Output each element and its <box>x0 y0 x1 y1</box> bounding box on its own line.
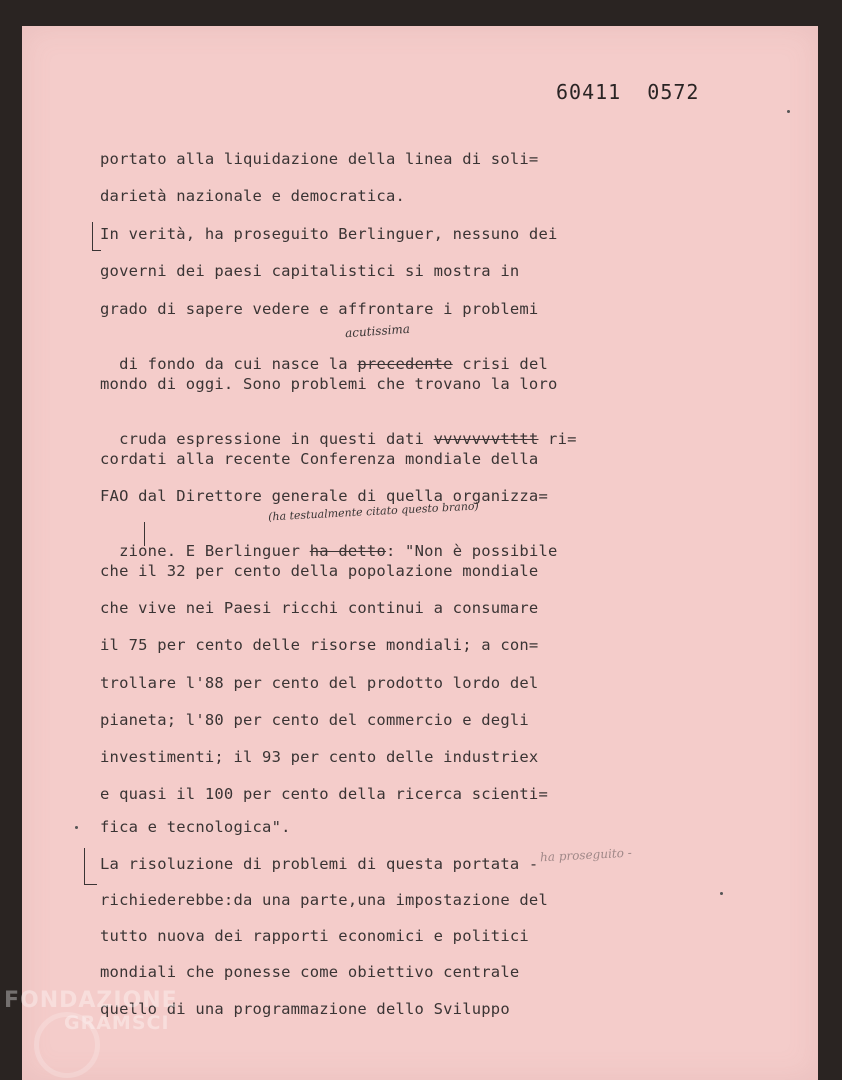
text-segment: zione. E Berlinguer <box>119 542 310 560</box>
struck-word: precedente <box>357 355 453 373</box>
text-line: trollare l'88 per cento del prodotto lordo del <box>100 674 539 692</box>
paragraph-mark <box>84 848 97 885</box>
speck <box>720 892 723 895</box>
text-line: richiederebbe:da una parte,una impostazione del <box>100 891 548 909</box>
text-segment: di fondo da cui nasce la <box>119 355 358 373</box>
speck <box>787 110 790 113</box>
text-segment: cruda espressione in questi dati <box>119 430 434 448</box>
text-line: fica e tecnologica". <box>100 818 291 836</box>
text-line: portato alla liquidazione della linea di soli= <box>100 150 539 168</box>
handwritten-insert: acutissima <box>344 321 411 341</box>
text-line: investimenti; il 93 per cento delle industriex <box>100 748 539 766</box>
document-number: 60411 0572 <box>556 80 700 104</box>
text-line: governi dei paesi capitalistici si mostra in <box>100 262 520 280</box>
handwritten-margin-note: ha proseguito - <box>539 845 633 865</box>
text-line: che vive nei Paesi ricchi continui a consumare <box>100 599 539 617</box>
text-line: grado di sapere vedere e affrontare i problemi <box>100 300 539 318</box>
text-line: tutto nuova dei rapporti economici e politici <box>100 927 529 945</box>
text-line: La risoluzione di problemi di questa portata - <box>100 855 548 873</box>
text-segment: : "Non è possibile <box>385 542 558 560</box>
text-line: FAO dal Direttore generale di quella organizza= <box>100 487 548 505</box>
text-line: e quasi il 100 per cento della ricerca scienti= <box>100 785 548 803</box>
text-line: cordati alla recente Conferenza mondiale della <box>100 450 539 468</box>
text-line: In verità, ha proseguito Berlinguer, nessuno dei <box>100 225 558 243</box>
text-line: che il 32 per cento della popolazione mondiale <box>100 562 539 580</box>
watermark <box>4 990 178 1033</box>
text-line: il 75 per cento delle risorse mondiali; a con= <box>100 636 539 654</box>
text-line-with-correction <box>100 524 558 560</box>
text-line: quello di una programmazione dello Sviluppo <box>100 1000 520 1018</box>
text-segment: ri= <box>538 430 577 448</box>
struck-word: vvvvvvvtttt <box>433 430 539 448</box>
text-line: darietà nazionale e democratica. <box>100 187 406 205</box>
text-line: pianeta; l'80 per cento del commercio e degli <box>100 711 529 729</box>
paragraph-mark <box>92 222 101 251</box>
watermark-line-2: GRAMSCI <box>64 1012 170 1034</box>
struck-word: ha detto <box>309 542 386 560</box>
text-line: mondo di oggi. Sono problemi che trovano la loro <box>100 375 558 393</box>
text-line-with-correction <box>100 412 577 448</box>
text-line-with-correction <box>100 337 548 373</box>
text-segment: crisi del <box>452 355 549 373</box>
speck <box>75 826 78 829</box>
handwritten-insert: (ha testualmente citato questo brano) <box>267 499 480 524</box>
text-line: mondiali che ponesse come obiettivo centrale <box>100 963 520 981</box>
watermark-line-1: FONDAZIONE <box>4 988 178 1013</box>
paragraph-mark <box>144 522 151 546</box>
